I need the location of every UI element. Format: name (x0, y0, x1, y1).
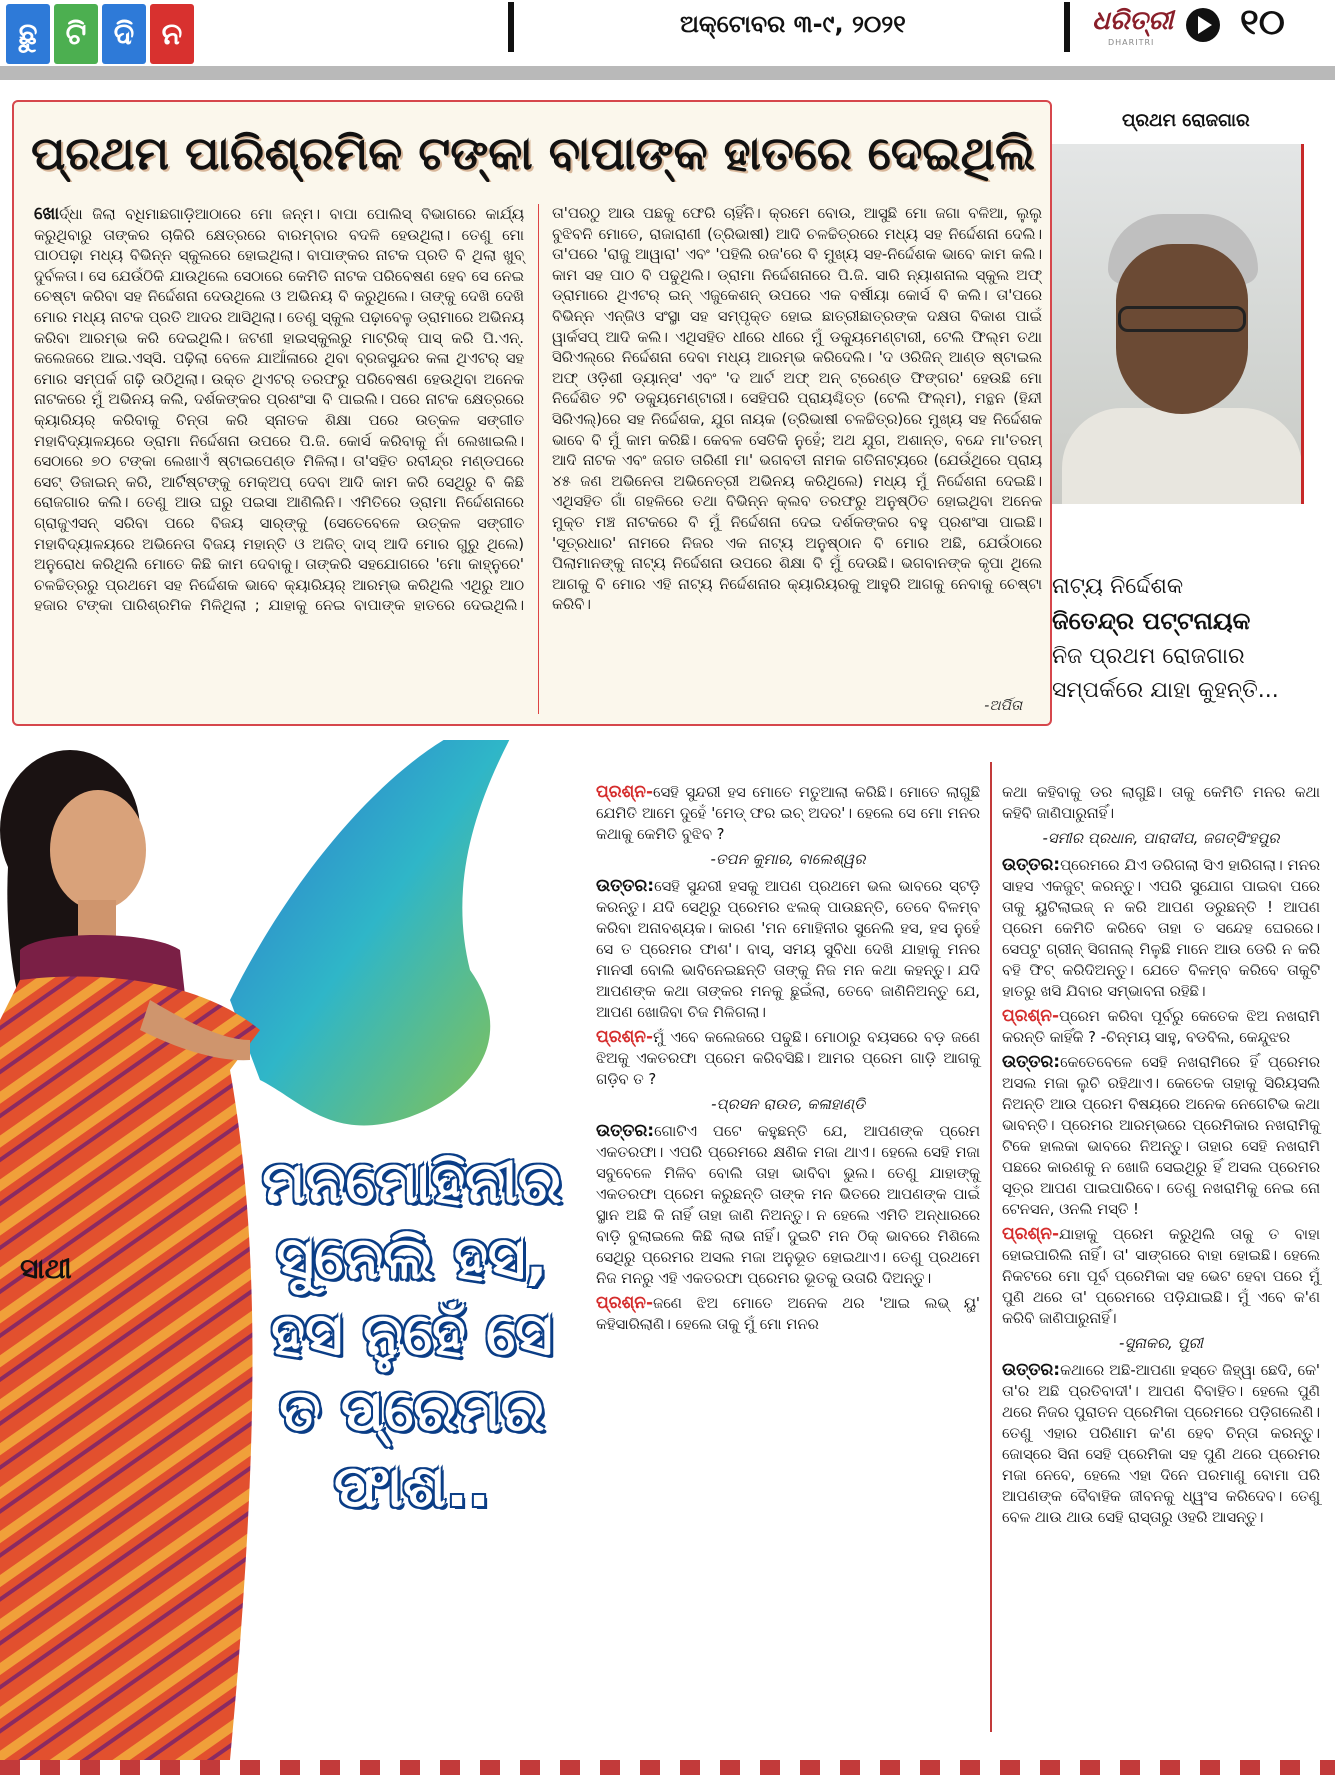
qa-text: ପ୍ରେମରେ ଯିଏ ଡରିଗଲା ସିଏ ହାରିଗଲା। ମନର ସାହସ ଏକଜୁଟ୍ କରନ୍ତୁ। ଏପରି ସୁଯୋଗ ପାଇବା ପରେ ତାକୁ ୟୁଟିଲାଇଜ୍ ନ କରି ଆପଣ ଡରୁଛନ୍ତି ! ଆପଣ ପ୍ରେମ କେମିତି କରିବେ ତାହା ତ ସନ୍ଦେହ ଘେରରେ। ସେପଟୁ ଗ୍ରୀନ୍ ସିଗନାଲ୍ ମିଳୁଛି ମାନେ ଆଉ ଡେରି ନ କରି ବହି ଫିଟ୍ କରିଦିଅନ୍ତୁ। ଯେତେ ବିଳମ୍ବ କରିବେ ତାକୁଟି ହାତରୁ ଖସି ଯିବାର ସମ୍ଭାବନା ରହିଛି। (1002, 857, 1320, 1000)
article-body (34, 204, 1042, 714)
profile-sidebar (1052, 100, 1320, 726)
column-name: ସାଥୀ (20, 1252, 72, 1285)
header-band (0, 66, 1335, 80)
article-author: -ଅର୍ପିତା (984, 698, 1022, 714)
qa-answer (596, 876, 980, 1023)
answer-label: ଉତ୍ତର: (596, 1121, 655, 1141)
answer-label: ଉତ୍ତର: (1002, 855, 1061, 875)
qa-text: ସେହି ସୁନ୍ଦରୀ ହସକୁ ଆପଣ ପ୍ରଥମେ ଭଲ ଭାବରେ ସ୍ଟଡ଼ି କରନ୍ତୁ। ଯଦି ସେଥିରୁ ପ୍ରେମର ଝଲକ୍ ପାଉଛନ୍ତି, ତେବେ ବିଳମ୍ବ କରିବା ଅନାବଶ୍ୟକ। କାରଣ 'ମନ ମୋହିନୀର ସୁନେଲି ହସ, ହସ ନୁହେଁ ସେ ତ ପ୍ରେମର ଫାଶ'। ବାସ୍, ସମୟ ସୁବିଧା ଦେଖି ଯାହାକୁ ମନର ମାନସୀ ବୋଲି ଭାବିନେଇଛନ୍ତି ତାଙ୍କୁ ନିଜ ମନ କଥା କହନ୍ତୁ। ଯଦି ଆପଣଙ୍କ କଥା ତାଙ୍କର ମନକୁ ଛୁଇଁଲା, ତେବେ ଜାଣିନିଅନ୍ତୁ ଯେ, ଆପଣ ଖୋଜିବା ଚିଜ ମିଳିଗଲା। (596, 878, 980, 1021)
masthead (6, 4, 194, 64)
qa-question (1002, 1224, 1320, 1329)
profile-name: ଜିତେନ୍ଦ୍ର ପଟ୍ଟନାୟକ (1052, 607, 1251, 635)
qa-text: ଗୋଟିଏ ପଟେ କହୁଛନ୍ତି ଯେ, ଆପଣଙ୍କ ପ୍ରେମ ଏକତରଫା। ଏପରି ପ୍ରେମରେ କ୍ଷଣିକ ମଜା ଥାଏ। ହେଲେ ସେହି ମଜା ସବୁବେଳେ ମିଳିବ ବୋଲି ତାହା ଭାବିବା ଭୁଲ। ତେଣୁ ଯାହାଙ୍କୁ ଏକତରଫା ପ୍ରେମ କରୁଛନ୍ତି ତାଙ୍କ ମନ ଭିତରେ ଆପଣଙ୍କ ପାଇଁ ସ୍ଥାନ ଅଛି କି ନାହିଁ ତାହା ଜାଣି ନିଅନ୍ତୁ। ନ ହେଲେ ଏମିତି ଅନ୍ଧାରରେ ବାଡ଼ି ବୁଲାଇଲେ କିଛି ଲାଭ ନାହିଁ। ଦୁଇଟି ମନ ଠିକ୍ ଭାବରେ ମିଶିଲେ ସେଥିରୁ ପ୍ରେମର ଅସଲ ମଜା ଅନୁଭୂତ ହୋଇଥାଏ। ତେଣୁ ପ୍ରଥମେ ନିଜ ମନରୁ ଏହି ଏକତରଫା ପ୍ରେମର ଭୂତକୁ ଉତାରି ଦିଅନ୍ତୁ। (596, 1123, 980, 1287)
article-title: ପ୍ରଥମ ପାରିଶ୍ରମିକ ଟଙ୍କା ବାପାଙ୍କ ହାତରେ ଦେଇଥିଲି (30, 126, 1036, 180)
profile-caption (1052, 570, 1320, 708)
profile-photo (1052, 144, 1304, 504)
profile-caption-line: ସମ୍ପର୍କରେ ଯାହା କୁହନ୍ତି... (1052, 678, 1279, 703)
qa-signature: -ସମୀର ପ୍ରଧାନ, ପାରାଦୀପ, ଜଗତ୍‌ସିଂହପୁର (1042, 830, 1280, 847)
qa-text: କେତେବେଳେ ସେହି ନଖରାମିରେ ହିଁ ପ୍ରେମର ଅସଲ ମଜା ଲୁଚି ରହିଥାଏ। କେତେକ ତାହାକୁ ସିରିୟସଲି ନିଅନ୍ତି ଆଉ ପ୍ରେମ ବିଷୟରେ ଅନେକ ନେଗେଟିଭ କଥା ଭାବନ୍ତି। ପ୍ରେମର ଆରମ୍ଭରେ ପ୍ରେମିକାର ନଖରାମିକୁ ଟିକେ ହାଲକା ଭାବରେ ନିଅନ୍ତୁ। ତାହାର ସେହି ନଖରାମି ପଛରେ କାରଣକୁ ନ ଖୋଜି ସେଇଥିରୁ ହିଁ ଅସଲ ପ୍ରେମର ସୂତ୍ର ଆପଣ ପାଇପାରିବେ। ତେଣୁ ନଖରାମିକୁ ନେଇ ନୋ ଟେନସନ, ଓନଲି ମସ୍ତି ! (1002, 1054, 1320, 1218)
qa-signature: -ପ୍ରସନ ରାଉତ, କଳାହାଣ୍ଡି (711, 1096, 865, 1113)
page-header (0, 0, 1335, 66)
issue-date: ଅକ୍ଟୋବର ୩-୯, ୨୦୨୧ (680, 10, 906, 38)
answer-label: ଉତ୍ତର: (1002, 1052, 1061, 1072)
masthead-letter-2: ଟି (54, 4, 98, 64)
qa-column-1 (596, 782, 980, 1339)
qa-answer (1002, 855, 1320, 1002)
qa-signature: -ସୁନାକର, ପୁରୀ (1119, 1335, 1203, 1352)
qa-answer (1002, 1360, 1320, 1528)
answer-label: ଉତ୍ତର: (1002, 1360, 1061, 1380)
page-number: ୧୦ (1240, 2, 1285, 43)
header-divider (1064, 2, 1070, 52)
profile-caption-line: ନିଜ ପ୍ରଥମ ରୋଜଗାର (1052, 644, 1245, 669)
qa-text: ପ୍ରେମ କରିବା ପୂର୍ବରୁ କେତେକ ଝିଅ ନଖରାମି କରନ୍ତି କାହିଁକି ? -ଚିନ୍ମୟ ସାହୁ, ବଡବିଲ, କେନ୍ଦୁଝର (1002, 1008, 1320, 1046)
qa-question (1002, 1006, 1320, 1048)
qa-question (596, 782, 980, 845)
qa-text: ମୁଁ ଏବେ କଲେଜରେ ପଢୁଛି। ମୋଠାରୁ ବୟସରେ ବଡ଼ ଜଣେ ଝିଅକୁ ଏକତରଫା ପ୍ରେମ କରିବସିଛି। ଆମର ପ୍ରେମ ଗାଡ଼ି ଆଗକୁ ଗଡ଼ିବ ତ ? (596, 1029, 980, 1088)
question-label: ପ୍ରଶ୍ନ- (596, 1027, 654, 1047)
article-dropcap: ଖୋ (34, 204, 60, 224)
answer-label: ଉତ୍ତର: (596, 876, 655, 896)
qa-answer (1002, 1052, 1320, 1220)
masthead-letter-4: ନ (150, 4, 194, 64)
qa-column-2 (1002, 782, 1320, 1532)
feature-tagline (262, 1144, 562, 1524)
qa-text: ଯାହାକୁ ପ୍ରେମ କରୁଥିଲି ତାକୁ ତ ବାହା ହୋଇପାରିଲି ନାହିଁ। ତା' ସାଙ୍ଗରେ ବାହା ହୋଇଛି। ହେଲେ ନିକଟରେ ମୋ ପୂର୍ବ ପ୍ରେମିକା ସହ ଭେଟ ହେବା ପରେ ମୁଁ ପୁଣି ଥରେ ତା' ପ୍ରେମରେ ପଡ଼ିଯାଇଛି। ମୁଁ ଏବେ କ'ଣ କରିବି ଜାଣିପାରୁନାହିଁ। (1002, 1226, 1320, 1327)
tagline-line: ସୁନେଲି ହସ, (276, 1224, 548, 1292)
qa-text: ସେହି ସୁନ୍ଦରୀ ହସ ମୋତେ ମତୁଆଲା କରିଛି। ମୋତେ ଲାଗୁଛି ଯେମିତି ଆମେ ଦୁହେଁ 'ମେଡ୍ ଫର ଇଚ୍ ଅଦର'। ହେଲେ ସେ ମୋ ମନର କଥାକୁ କେମିତି ବୁଝିବ ? (596, 784, 980, 843)
newspaper-logo: ଧରିତ୍ରୀ (1092, 6, 1174, 36)
newspaper-logo-sub: DHARITRI (1108, 38, 1155, 47)
article-text: ର୍ଦ୍ଧା ଜିଲା ବଧିମାଛଗାଡ଼ିଆଠାରେ ମୋ ଜନ୍ମ। ବାପା ପୋଲିସ୍ ବିଭାଗରେ କାର୍ଯ୍ୟ କରୁଥିବାରୁ ତାଙ୍କର ଚାକିରି କ୍ଷେତ୍ରରେ ବାରମ୍ବାର ବଦଳି ହେଉଥିଲା। ତେଣୁ ମୋ ପାଠପଢ଼ା ମଧ୍ୟ ବିଭିନ୍ନ ସ୍କୁଲରେ ହୋଇଥିଲା। ବାପାଙ୍କର ନାଟକ ପ୍ରତି ବି ଥିଲା ଖୁବ୍ ଦୁର୍ବଳତା। ସେ ଯେଉଁଠିକି ଯାଉଥିଲେ ସେଠାରେ କେମିତି ନାଟକ ପରିବେଷଣ ହେବ ସେ ନେଇ ଚେଷ୍ଟା କରିବା ସହ ନିର୍ଦ୍ଦେଶନା ଦେଉଥିଲେ ଓ ଅଭିନୟ ବି କରୁଥିଲେ। ତାଙ୍କୁ ଦେଖି ଦେଖି ମୋର ମଧ୍ୟ ନାଟକ ପ୍ରତି ଆଦର ଆସିଥିଲା। ତେଣୁ ସ୍କୁଲ ପଢ଼ାବେଳୁ ଡ୍ରାମାରେ ଅଭିନୟ କରିବା ଆରମ୍ଭ କରି ଦେଇଥିଲି। ଜଟଣୀ ହାଇସ୍କୁଲରୁ ମାଟ୍ରିକ୍ ପାସ୍ କରି ପି.ଏନ୍. କଲେଜରେ ଆଇ.ଏସ୍‌ସି. ପଢ଼ିଲା ବେଳେ ଯାଆଁଳାରେ ଥିବା ବ୍ରଜସୁନ୍ଦର କଳା ଥିଏଟର୍ ସହ ମୋର ସମ୍ପର୍କ ଗଢ଼ି ଉଠିଥିଲା। ଉକ୍ତ ଥିଏଟର୍ ତରଫରୁ ପରିବେଷଣ ହେଉଥିବା ଅନେକ ନାଟକରେ ମୁଁ ଅଭିନୟ କଲି, ଦର୍ଶକଙ୍କର ପ୍ରଶଂସା ବି ପାଇଲି। ପରେ ନାଟକ କ୍ଷେତ୍ରରେ କ୍ୟାରିୟର୍ କରିବାକୁ ଚିନ୍ତା କରି ସ୍ନାତକ ଶିକ୍ଷା ପରେ ଉତ୍କଳ ସଙ୍ଗୀତ ମହାବିଦ୍ୟାଳୟରେ ଡ୍ରାମା ନିର୍ଦ୍ଦେଶନା ଉପରେ ପି.ଜି. କୋର୍ସ କରିବାକୁ ନାଁ ଲେଖାଇଲି। ସେଠାରେ ୭୦ ଟଙ୍କା ଲେଖାଏଁ ଷ୍ଟାଇପେଣ୍ଡ ମିଳିଲା। ତା'ସହିତ ରବୀନ୍ଦ୍ର ମଣ୍ଡପରେ ସେଟ୍ ଡିଜାଇନ୍ କରି, ଆର୍ଟିଷ୍ଟଙ୍କୁ ମେକ୍‌ଅପ୍ ଦେବା ଆଦି କାମ କରି ସେଥିରୁ ବି କିଛି ରୋଜଗାର କଲି। ତେଣୁ ଆଉ ଘରୁ ପଇସା ଆଣିଲିନି। ଏମିତିରେ ଡ୍ରାମା ନିର୍ଦ୍ଦେଶନାରେ ଗ୍ରାଜୁଏସନ୍ ସରିବା ପରେ ବିଜୟ ସାର୍‌ଙ୍କୁ (ସେତେବେଳେ ଉତ୍କଳ ସଙ୍ଗୀତ ମହାବିଦ୍ୟାଳୟରେ ଅଭିନେତା ବିଜୟ ମହାନ୍ତି ଓ ଅଜିତ୍ ଦାସ୍ ଆଦି ମୋର ଗୁରୁ ଥିଲେ) ଅନୁରୋଧ କରିଥିଲି ମୋତେ କିଛି କାମ ଦେବାକୁ। ତାଙ୍କରି ସହଯୋଗରେ 'ମୋ କାହ୍ନୁରେ' ଚଳଚ୍ଚିତ୍ରରୁ ପ୍ରଥମେ ସହ ନିର୍ଦ୍ଦେଶକ ଭାବେ କ୍ୟାରିୟର୍ ଆରମ୍ଭ କରିଥିଲି ଏଥିରୁ ଆଠ ହଜାର ଟଙ୍କା ପାରିଶ୍ରମିକ ମିଳିଥିଲା ; ଯାହାକୁ ନେଇ ବାପାଙ୍କ ହାତରେ ଦେଇଥିଲି। ତା'ପରଠୁ ଆଉ ପଛକୁ ଫେରି ଚାହିଁନି। କ୍ରମେ ବୋଉ, ଆସୁଛି ମୋ ଜଗା ବଳିଆ, ଲୁଲୁ ବୁଝିବନି ମୋତେ, ରାଜାରାଣୀ (ତ୍ରିଭାଷୀ) ଆଦି ଚଳଚ୍ଚିତ୍ରରେ ମଧ୍ୟ ସହ ନିର୍ଦ୍ଦେଶନା ଦେଲି। ତା'ପରେ 'ରାଜୁ ଆୱାରା' ଏବଂ 'ପହିଲି ରଜ'ରେ ବି ମୁଖ୍ୟ ସହ-ନିର୍ଦ୍ଦେଶକ ଭାବେ କାମ କଲି। କାମ ସହ ପାଠ ବି ପଢୁଥିଲି। ଡ୍ରାମା ନିର୍ଦ୍ଦେଶନାରେ ପି.ଜି. ସାରି ନ୍ୟାଶନାଲ ସ୍କୁଲ ଅଫ୍ ଡ୍ରାମାରେ ଥିଏଟର୍ ଇନ୍ ଏଜୁକେଶନ୍ ଉପରେ ଏକ ବର୍ଷୀୟା କୋର୍ସ ବି କଲି। ତା'ପରେ ବିଭିନ୍ନ ଏନ୍‌ଜିଓ ସଂସ୍ଥା ସହ ସମ୍ପୃକ୍ତ ହୋଇ ଛାତ୍ରୀଛାତ୍ରଙ୍କ ଦକ୍ଷତା ବିକାଶ ପାଇଁ ୱାର୍କସପ୍ ଆଦି କଲି। ଏଥିସହିତ ଧୀରେ ଧୀରେ ମୁଁ ଡକ୍ୟୁମେଣ୍ଟାରୀ, ଟେଲି ଫିଲ୍ମ ତଥା ସିରିଏଲ୍‌ରେ ନିର୍ଦ୍ଦେଶନା ଦେବା ମଧ୍ୟ ଆରମ୍ଭ କରିଦେଲି। 'ଦ ଓରିଜିନ୍ ଆଣ୍ଡ ଷ୍ଟାଇଲ ଅଫ୍ ଓଡ଼ିଶୀ ଡ୍ୟାନ୍ସ' ଏବଂ 'ଦ ଆର୍ଟ ଅଫ୍ ଅନ୍ ଟ୍ରେଣ୍ଡ ଫିଙ୍ଗର' ହେଉଛି ମୋ ନିର୍ଦ୍ଦେଶିତ ୨ଟି ଡକ୍ୟୁମେଣ୍ଟାରୀ। ସେହିପରି ପ୍ରାୟଶ୍ଚିତ୍ତ (ଟେଲି ଫିଲ୍ମ), ମନ୍ଥନ (ହିନ୍ଦୀ ସିରିଏଲ୍)ରେ ସହ ନିର୍ଦ୍ଦେଶକ, ଯୁଗ ନାୟକ (ତ୍ରିଭାଷୀ ଚଳଚ୍ଚିତ୍ର)ରେ ମୁଖ୍ୟ ସହ ନିର୍ଦ୍ଦେଶକ ଭାବେ ବି ମୁଁ କାମ କରିଛି। କେବଳ ସେତିକି ନୁହେଁ; ଅଥ ଯୁଗ, ଅଶାନ୍ତ, ବନ୍ଦେ ମା'ତରମ୍ ଆଦି ନାଟକ ଏବଂ ଜଗତ ତାରିଣୀ ମା' ଭଗବତୀ ନାମକ ଗତିନାଟ୍ୟରେ (ଯେଉଁଥିରେ ପ୍ରାୟ ୪୫ ଜଣ ଅଭିନେତା ଅଭିନେତ୍ରୀ ଅଭିନୟ କରିଥିଲେ) ମଧ୍ୟ ମୁଁ ନିର୍ଦ୍ଦେଶନା ଦେଇଛି। ଏଥିସହିତ ଗାଁ ଗହଳିରେ ତଥା ବିଭିନ୍ନ କ୍ଲବ ତରଫରୁ ଅନୁଷ୍ଠିତ ହୋଇଥିବା ଅନେକ ମୁକ୍ତ ମଞ୍ଚ ନାଟକରେ ବି ମୁଁ ନିର୍ଦ୍ଦେଶନା ଦେଇ ଦର୍ଶକଙ୍କର ବହୁ ପ୍ରଶଂସା ପାଇଛି। 'ସୂତ୍ରଧାର' ନାମରେ ନିଜର ଏକ ନାଟ୍ୟ ଅନୁଷ୍ଠାନ ବି ମୋର ଅଛି, ଯେଉଁଠାରେ ପିଲାମାନଙ୍କୁ ନାଟ୍ୟ ନିର୍ଦ୍ଦେଶନା ଉପରେ ଶିକ୍ଷା ବି ମୁଁ ଦେଉଛି। ଭଗବାନଙ୍କ କୃପା ଥିଲେ ଆଗକୁ ବି ମୋର ଏହି ନାଟ୍ୟ ନିର୍ଦ୍ଦେଶନାର କ୍ୟାରିୟରକୁ ଆହୁରି ଆଗକୁ ନେବାକୁ ଚେଷ୍ଟା କରିବି। (34, 205, 1042, 615)
qa-signature: -ତପନ କୁମାର, ବାଲେଶ୍ୱର (710, 851, 866, 868)
masthead-letter-1: ଛୁ (6, 4, 50, 64)
tagline-line: ମନମୋହିନୀର (262, 1148, 562, 1216)
question-label: ପ୍ରଶ୍ନ- (1002, 1224, 1060, 1244)
question-label: ପ୍ରଶ୍ନ- (1002, 1006, 1060, 1026)
qa-question (596, 1293, 980, 1335)
tagline-line: ହସ ନୁହେଁ ସେ (271, 1300, 553, 1368)
section-label: ପ୍ରଥମ ରୋଜଗାର (1122, 110, 1250, 131)
qa-question (596, 1027, 980, 1090)
article-box (12, 100, 1052, 726)
masthead-letter-3: ଦି (102, 4, 146, 64)
qa-text: କଥା କହିବାକୁ ଡର ଲାଗୁଛି। ତାକୁ କେମିତି ମନର କଥା କହିବି ଜାଣିପାରୁନାହିଁ। (1002, 784, 1320, 822)
footer-band (0, 1760, 1335, 1775)
question-label: ପ୍ରଶ୍ନ- (596, 1293, 654, 1313)
qa-paragraph (1002, 782, 1320, 824)
profile-role: ନାଟ୍ୟ ନିର୍ଦ୍ଦେଶକ (1052, 574, 1184, 599)
play-icon (1186, 8, 1220, 42)
tagline-line: ତ ପ୍ରେମର ଫାଶ.. (279, 1376, 545, 1520)
qa-text: ଜଣେ ଝିଅ ମୋତେ ଅନେକ ଥର 'ଆଇ ଲଭ୍ ୟୁ' କହିସାରିଲାଣି। ହେଲେ ତାକୁ ମୁଁ ମୋ ମନର (596, 1295, 980, 1333)
qa-answer (596, 1121, 980, 1289)
header-divider (508, 2, 514, 52)
question-label: ପ୍ରଶ୍ନ- (596, 782, 654, 802)
qa-text: କଥାରେ ଅଛି-ଆପଣା ହସ୍ତେ ଜିହ୍ୱା ଛେଦି, କେ' ତା'ର ଅଛି ପ୍ରତିବାଦୀ'। ଆପଣ ବିବାହିତ। ହେଲେ ପୁଣି ଥରେ ନିଜର ପୁରାତନ ପ୍ରେମିକା ପ୍ରେମରେ ପଡ଼ିଗଲେଣି। ତେଣୁ ଏହାର ପରିଣାମ କ'ଣ ହେବ ଚିନ୍ତା କରନ୍ତୁ। ଜୋସ୍‌ରେ ସିନା ସେହି ପ୍ରେମିକା ସହ ପୁଣି ଥରେ ପ୍ରେମର ମଜା ନେବେ, ହେଲେ ଏହା ଦିନେ ପରମାଣୁ ବୋମା ପରି ଆପଣଙ୍କ ବୈବାହିକ ଜୀବନକୁ ଧ୍ୱଂସ କରିଦେବ। ତେଣୁ ବେଳ ଥାଉ ଥାଉ ସେହି ରାସ୍ତାରୁ ଓହରି ଆସନ୍ତୁ। (1002, 1362, 1320, 1526)
column-illustration (0, 740, 600, 1760)
